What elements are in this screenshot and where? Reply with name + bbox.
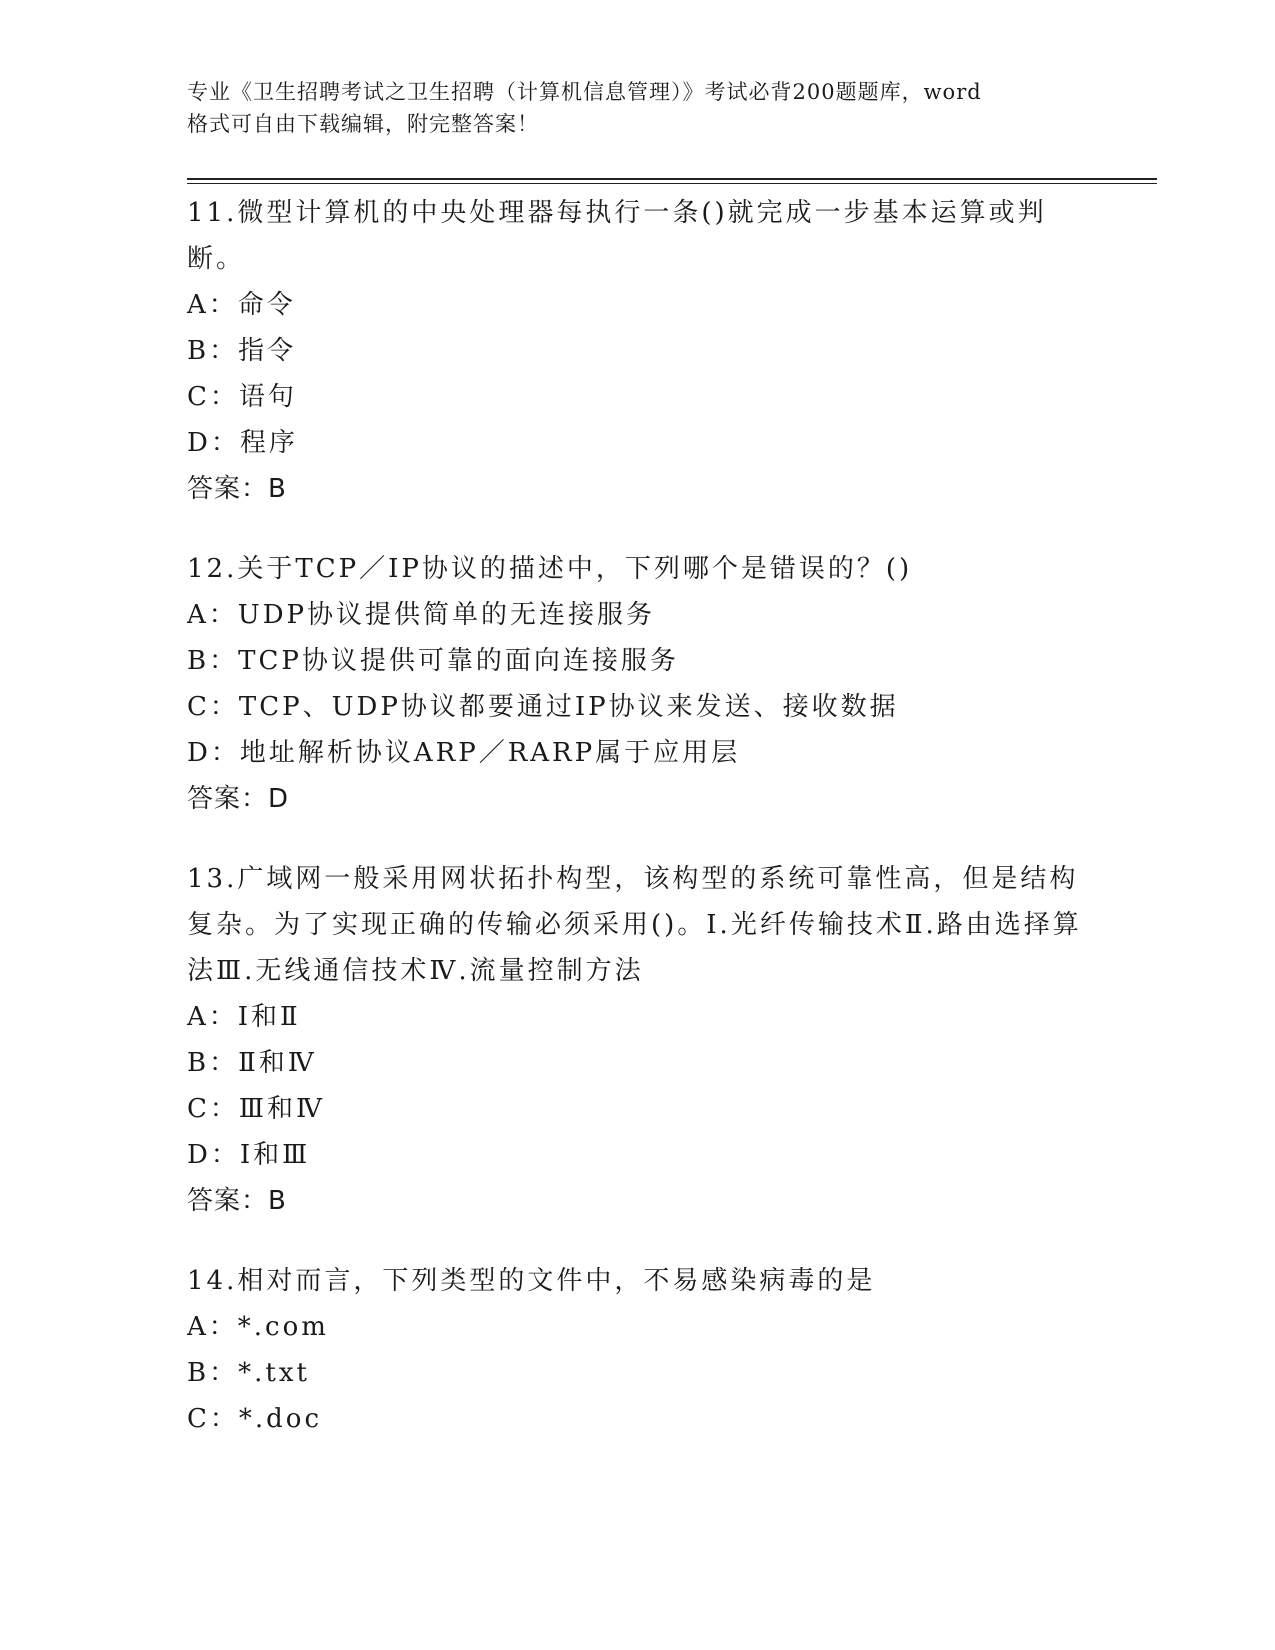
option-d: D：地址解析协议ARP／RARP属于应用层 <box>187 738 741 768</box>
header-line-2: 格式可自由下载编辑，附完整答案！ <box>187 112 539 136</box>
question-text: 14.相对而言，下列类型的文件中，不易感染病毒的是 <box>187 1266 876 1296</box>
option-b: B：Ⅱ和Ⅳ <box>187 1048 317 1078</box>
question-text: 13.广域网一般采用网状拓扑构型，该构型的系统可靠性高，但是结构复杂。为了实现正确的传输必须采用()。Ⅰ.光纤传输技术Ⅱ.路由选择算法Ⅲ.无线通信技术Ⅳ.流量控制方法 <box>187 864 1082 986</box>
option-d: D：Ⅰ和Ⅲ <box>187 1140 311 1170</box>
option-c: C：Ⅲ和Ⅳ <box>187 1094 325 1124</box>
option-a: A：Ⅰ和Ⅱ <box>187 1002 301 1032</box>
header-line-1: 专业《卫生招聘考试之卫生招聘（计算机信息管理）》考试必背200题题库，word <box>187 80 982 104</box>
question-text: 11.微型计算机的中央处理器每执行一条()就完成一步基本运算或判断。 <box>187 198 1047 274</box>
answer: 答案：B <box>187 1186 287 1216</box>
question-list <box>187 190 1087 1476</box>
option-c: C：*.doc <box>187 1404 323 1434</box>
question-14 <box>187 1258 1087 1442</box>
option-a: A：*.com <box>187 1312 329 1342</box>
answer: 答案：B <box>187 474 287 504</box>
question-11 <box>187 190 1087 512</box>
option-c: C：语句 <box>187 382 297 412</box>
option-d: D：程序 <box>187 428 298 458</box>
option-a: A：UDP协议提供简单的无连接服务 <box>187 600 656 630</box>
option-b: B：指令 <box>187 336 297 366</box>
question-12 <box>187 546 1087 822</box>
question-text: 12.关于TCP／IP协议的描述中，下列哪个是错误的？() <box>187 554 913 584</box>
header-rule-thin <box>187 183 1157 184</box>
document-header <box>187 76 1087 140</box>
option-b: B：*.txt <box>187 1358 310 1388</box>
option-c: C：TCP、UDP协议都要通过IP协议来发送、接收数据 <box>187 692 899 722</box>
answer: 答案：D <box>187 784 290 814</box>
header-rule-thick <box>187 178 1157 180</box>
question-13 <box>187 856 1087 1224</box>
option-b: B：TCP协议提供可靠的面向连接服务 <box>187 646 679 676</box>
option-a: A：命令 <box>187 290 296 320</box>
